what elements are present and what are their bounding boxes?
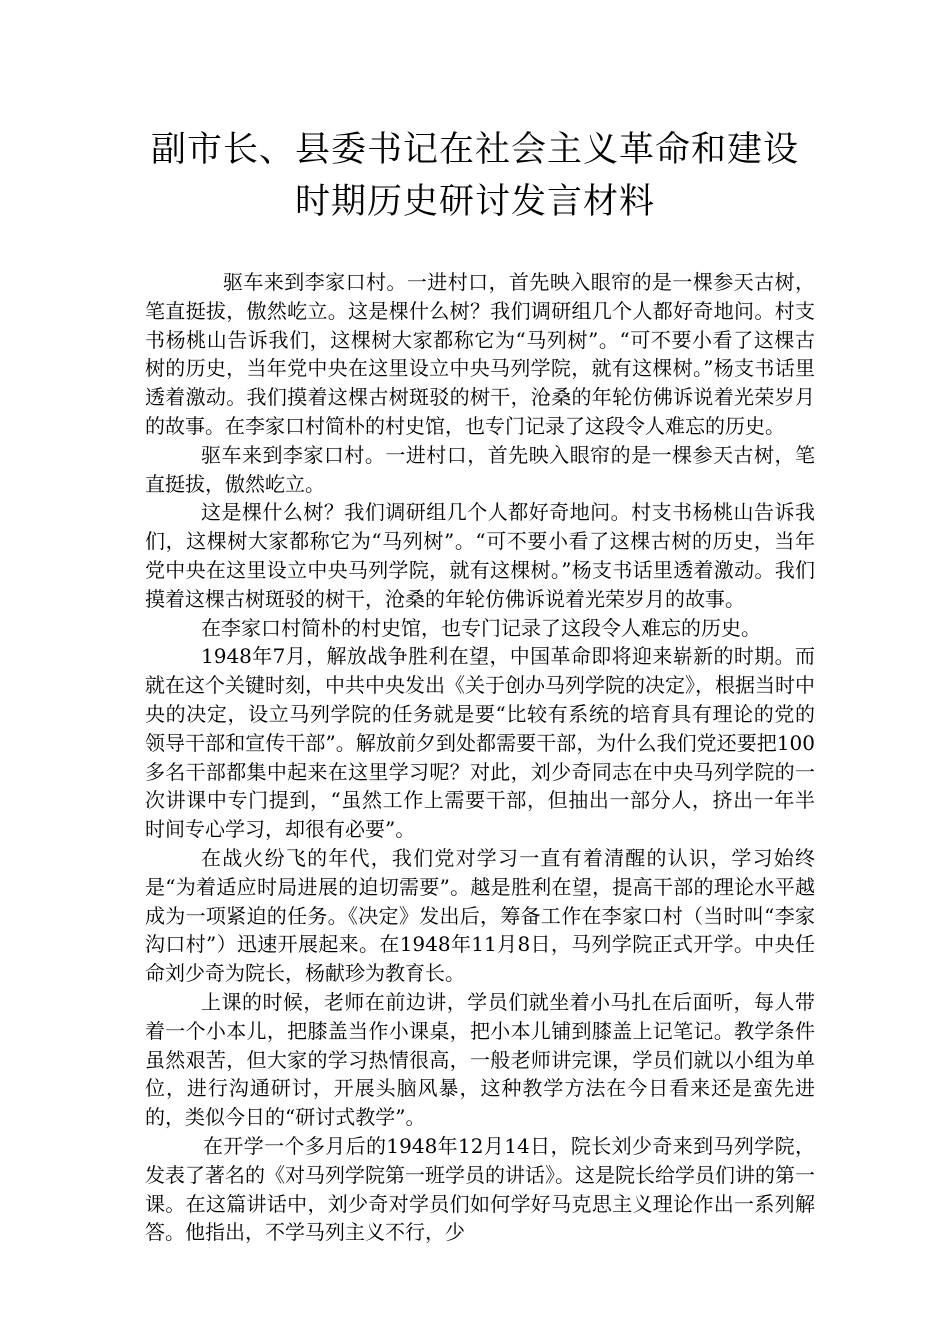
paragraph: 在李家口村简朴的村史馆，也专门记录了这段令人难忘的历史。 <box>201 615 761 640</box>
paragraph: 在开学一个多月后的1948年12月14日，院长刘少奇来到马列学院，发表了著名的《对马列学院第一班学员的讲话》。这是院长给学员们讲的第一课。在这篇讲话中，刘少奇对学员们如何学好马克思主义理论作出一系列解答。他指出，不学马列主义不行，少 <box>145 1133 815 1245</box>
paragraph: 这是棵什么树？我们调研组几个人都好奇地问。村支书杨桃山告诉我们，这棵树大家都称它为“马列树”。“可不要小看了这棵古树的历史，当年党中央在这里设立中央马列学院，就有这棵树。”杨支书话里透着激动。我们摸着这棵古树斑驳的树干，沧桑的年轮仿佛诉说着光荣岁月的故事。 <box>145 500 815 611</box>
document-body <box>145 268 815 1247</box>
paragraph: 上课的时候，老师在前边讲，学员们就坐着小马扎在后面听，每人带着一个小本儿，把膝盖当作小课桌，把小本儿铺到膝盖上记笔记。教学条件虽然艰苦，但大家的学习热情很高，一般老师讲完课，学员们就以小组为单位，进行沟通研讨，开展头脑风暴，这种教学方法在今日看来还是蛮先进的，类似今日的“研讨式教学”。 <box>145 989 815 1130</box>
paragraph: 1948年7月，解放战争胜利在望，中国革命即将迎来崭新的时期。而就在这个关键时刻，中共中央发出《关于创办马列学院的决定》，根据当时中央的决定，设立马列学院的任务就是要“比较有系统的培育具有理论的党的领导干部和宣传干部”。解放前夕到处都需要干部，为什么我们党还要把100多名干部都集中起来在这里学习呢？对此，刘少奇同志在中央马列学院的一次讲课中专门提到，“虽然工作上需要干部，但抽出一部分人，挤出一年半时间专心学习，却很有必要”。 <box>145 644 815 842</box>
title-line-2: 时期历史研讨发言材料 <box>294 182 655 222</box>
title-line-1: 副市长、县委书记在社会主义革命和建设 <box>150 130 799 170</box>
document-title <box>100 124 850 228</box>
paragraph: 在战火纷飞的年代，我们党对学习一直有着清醒的认识，学习始终是“为着适应时局进展的迫切需要”。越是胜利在望，提高干部的理论水平越成为一项紧迫的任务。《决定》发出后，筹备工作在李家口村（当时叫“李家沟口村”）迅速开展起来。在1948年11月8日，马列学院正式开学。中央任命刘少奇为院长，杨献珍为教育长。 <box>145 845 815 986</box>
paragraph: 驱车来到李家口村。一进村口，首先映入眼帘的是一棵参天古树，笔直挺拔，傲然屹立。这是棵什么树？我们调研组几个人都好奇地问。村支书杨桃山告诉我们，这棵树大家都称它为“马列树”。“可不要小看了这棵古树的历史，当年党中央在这里设立中央马列学院，就有这棵树。”杨支书话里透着激动。我们摸着这棵古树斑驳的树干，沧桑的年轮仿佛诉说着光荣岁月的故事。在李家口村简朴的村史馆，也专门记录了这段令人难忘的历史。 <box>145 270 815 438</box>
paragraph: 驱车来到李家口村。一进村口，首先映入眼帘的是一棵参天古树，笔直挺拔，傲然屹立。 <box>145 442 815 496</box>
